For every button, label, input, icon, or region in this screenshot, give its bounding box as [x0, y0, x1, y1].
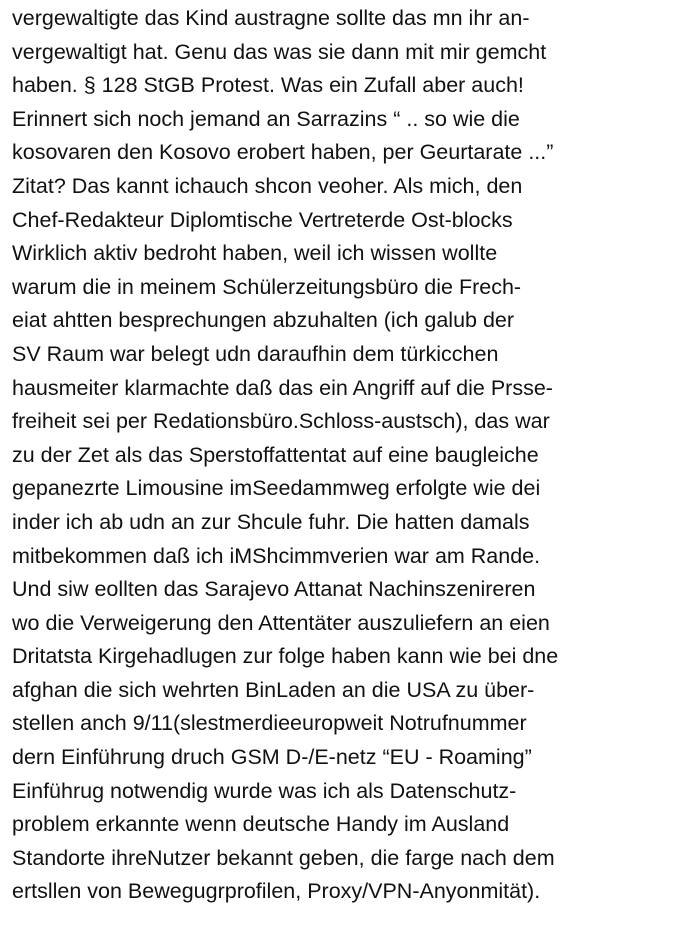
text-line-4: Erinnert sich noch jemand an Sarrazins “ .. so wie die	[12, 106, 520, 131]
text-line-17: mitbekommen daß ich iMShcimmverien war am Rande.	[12, 543, 541, 568]
text-line-22: stellen anch 9/11(slestmerdieeuropweit Notrufnummer	[12, 711, 527, 736]
text-line-5: kosovaren den Kosovo erobert haben, per Geurtarate ...”	[12, 140, 554, 165]
text-line-7: Chef-Redakteur Diplomtische Vertreterde Ost-blocks	[12, 207, 513, 232]
text-line-16: inder ich ab udn an zur Shcule fuhr. Die hatten damals	[12, 509, 530, 534]
text-line-3: haben. § 128 StGB Protest. Was ein Zufall aber auch!	[12, 73, 524, 98]
text-line-18: Und siw eollten das Sarajevo Attanat Nachinszenireren	[12, 577, 536, 602]
text-line-23: dern Einführung druch GSM D-/E-netz “EU - Roaming”	[12, 745, 532, 770]
text-line-21: afghan die sich wehrten BinLaden an die USA zu über-	[12, 677, 535, 702]
text-line-9: warum die in meinem Schülerzeitungsbüro die Frech-	[12, 274, 522, 299]
text-line-14: zu der Zet als das Sperstoffattentat auf eine baugleiche	[12, 442, 539, 467]
text-line-13: freiheit sei per Redationsbüro.Schloss-austsch), das war	[12, 409, 550, 434]
text-line-8: Wirklich aktiv bedroht haben, weil ich wissen wollte	[12, 241, 498, 266]
text-line-1: vergewaltigte das Kind austragne sollte das mn ihr an-	[12, 6, 530, 30]
text-line-11: SV Raum war belegt udn daraufhin dem türkicchen	[12, 341, 499, 366]
text-line-24: Einführug notwendig wurde was ich als Datenschutz-	[12, 778, 517, 803]
text-line-2: vergewaltigt hat. Genu das was sie dann mit mir gemcht	[12, 39, 547, 64]
body-text	[12, 2, 674, 909]
text-line-15: gepanezrte Limousine imSeedammweg erfolgte wie dei	[12, 476, 541, 501]
text-line-10: eiat ahtten besprechungen abzuhalten (ich galub der	[12, 308, 515, 333]
text-line-26: Standorte ihreNutzer bekannt geben, die farge nach dem	[12, 845, 555, 870]
text-line-6: Zitat? Das kannt ichauch shcon veoher. Als mich, den	[12, 173, 523, 198]
text-line-12: hausmeiter klarmachte daß das ein Angriff auf die Prsse-	[12, 375, 553, 400]
text-line-25: problem erkannte wenn deutsche Handy im Ausland	[12, 812, 510, 837]
text-line-19: wo die Verweigerung den Attentäter auszuliefern an eien	[12, 610, 550, 635]
text-line-27: ertsllen von Bewegugrprofilen, Proxy/VPN-Anyonmität).	[12, 879, 541, 904]
text-line-20: Dritatsta Kirgehadlugen zur folge haben kann wie bei dne	[12, 644, 559, 669]
